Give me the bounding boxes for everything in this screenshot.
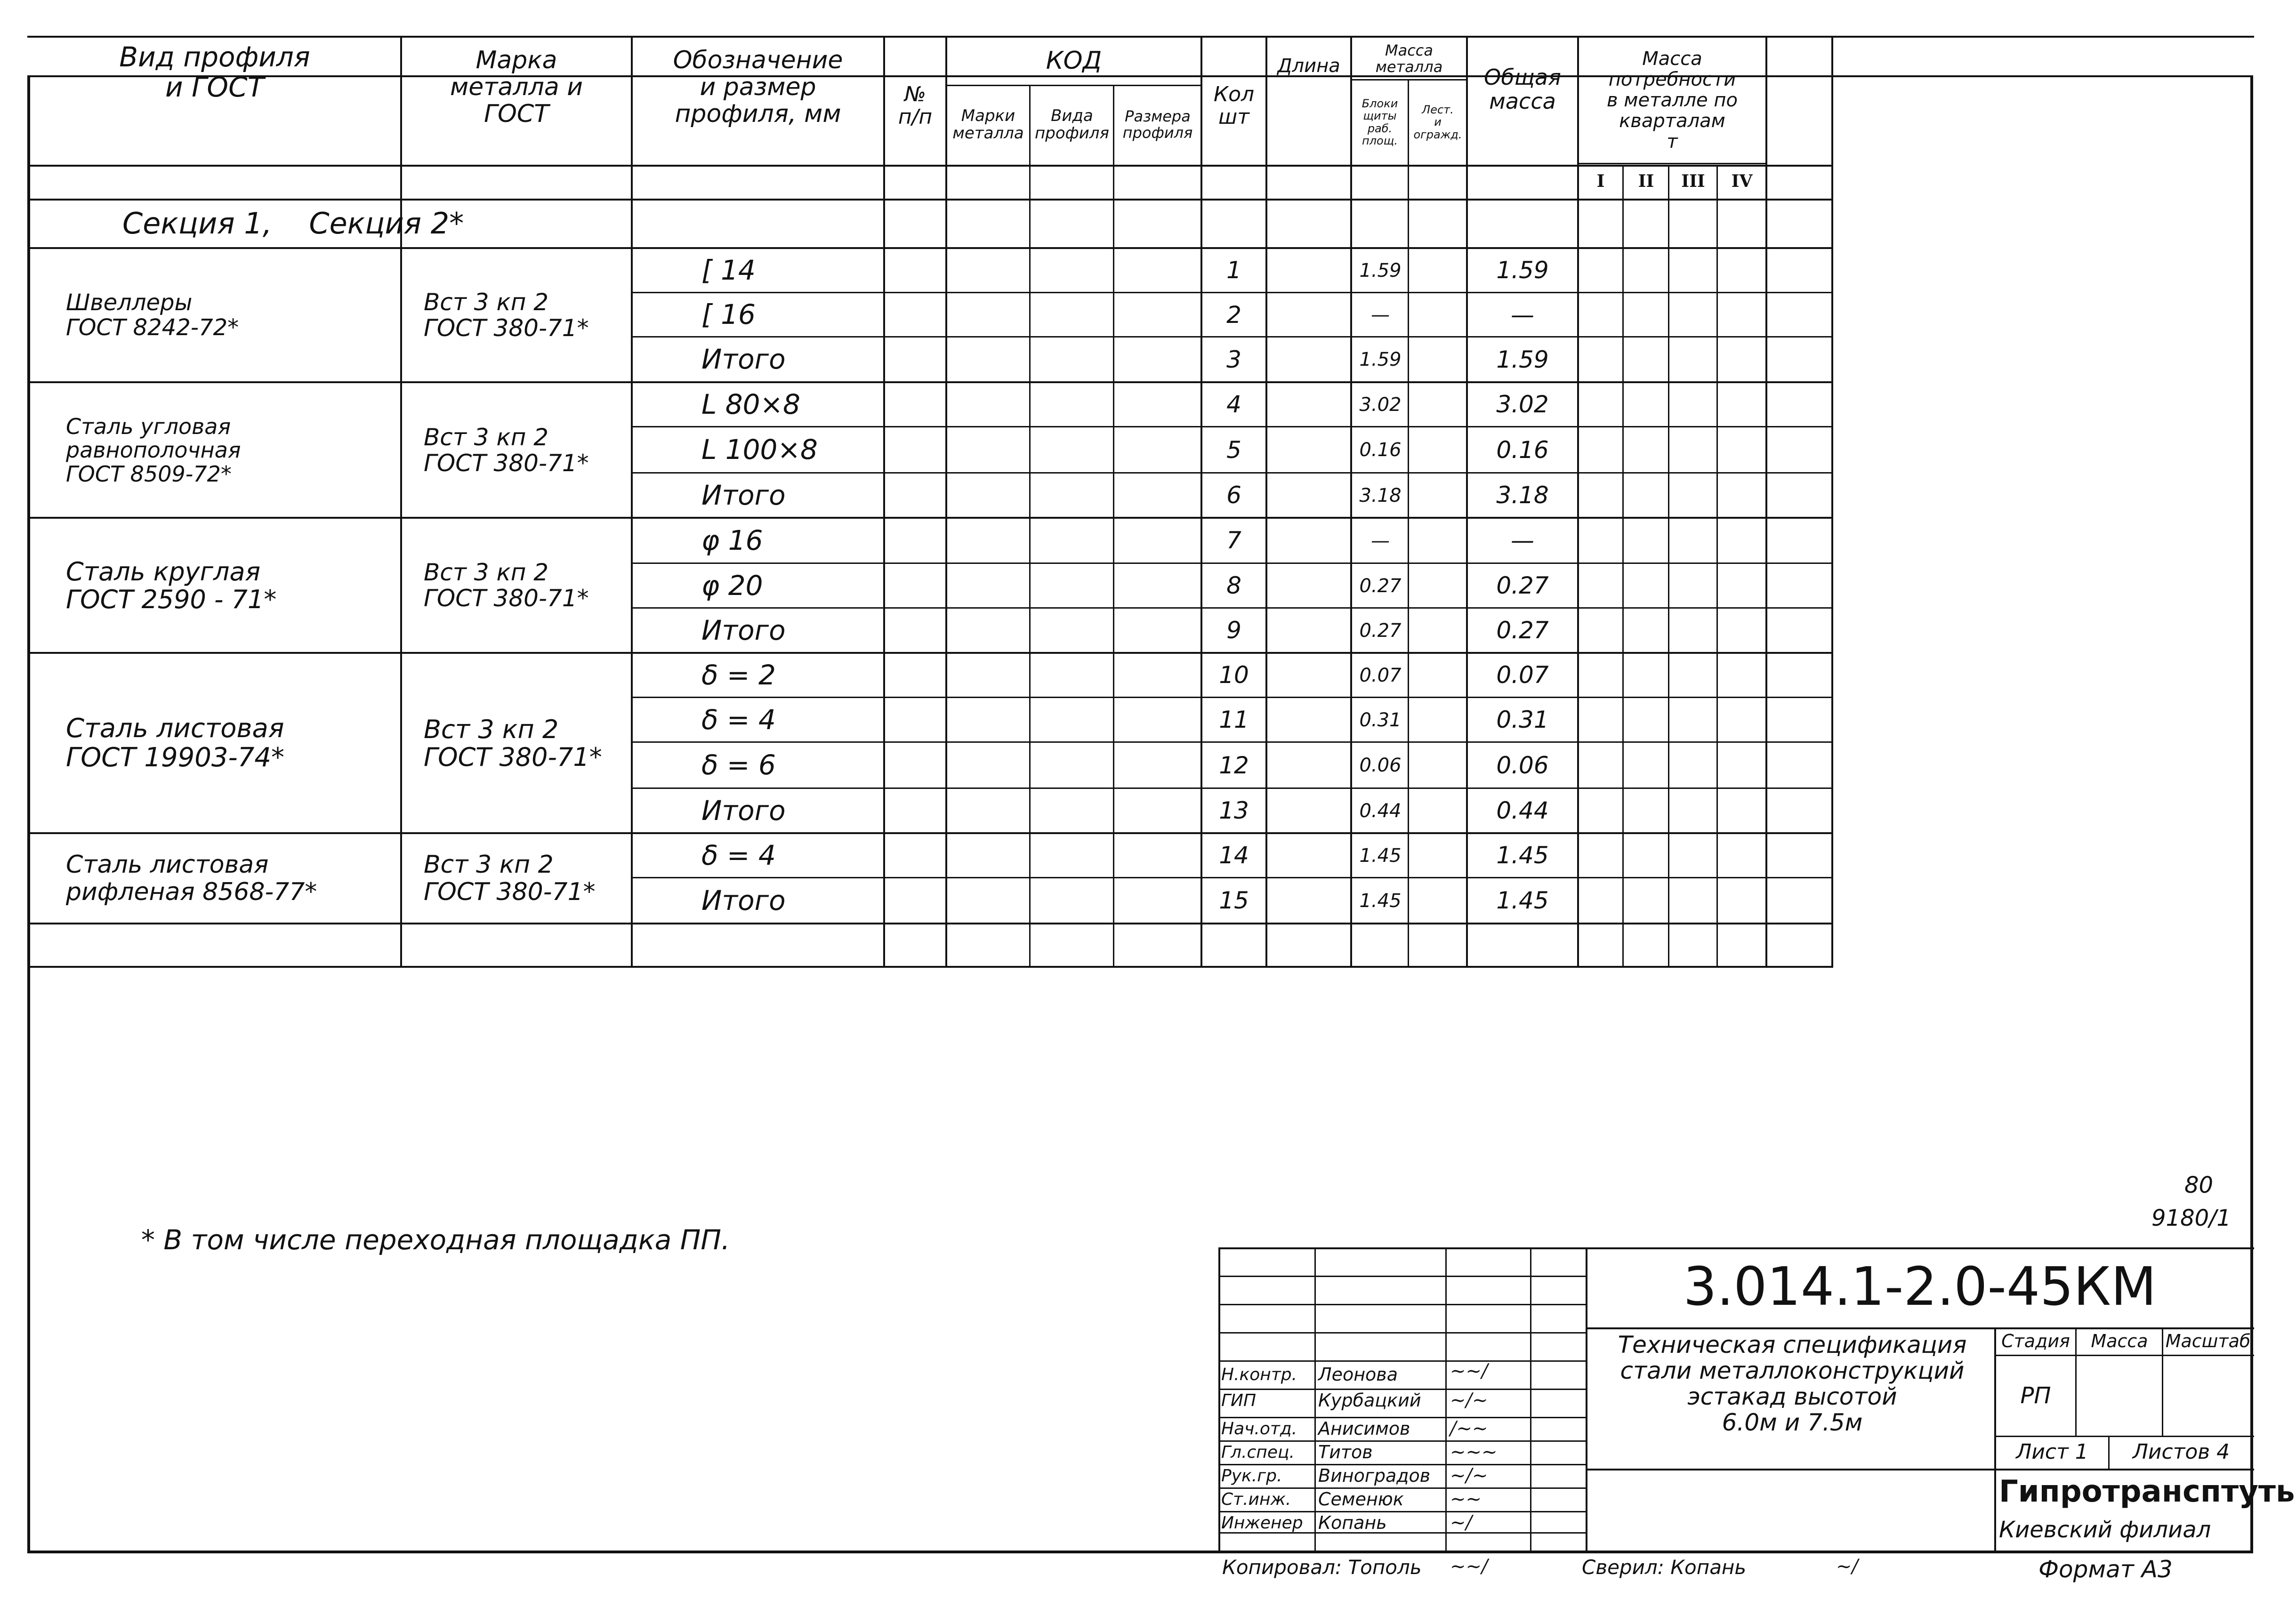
quarter-2: II	[1638, 171, 1654, 192]
row-number: 9	[1226, 617, 1241, 644]
row-total-mass: 0.06	[1496, 751, 1549, 779]
row-designation: δ = 2	[701, 659, 776, 691]
row-designation: Итого	[701, 884, 786, 916]
document-description: Техническая спецификация стали металлоконструкций эстакад высотой 6.0м и 7.5м	[1618, 1331, 1967, 1436]
row-mass-blocks: 0.16	[1359, 439, 1402, 461]
row-mass-blocks: 0.31	[1359, 709, 1402, 731]
row-number: 7	[1226, 527, 1241, 554]
group-steel: Вст 3 кп 2 ГОСТ 380-71*	[424, 289, 589, 342]
row-total-mass: 1.45	[1496, 842, 1549, 869]
header-quantity: Кол шт	[1213, 82, 1255, 129]
header-mass-stairs: Лест. и огражд.	[1413, 103, 1462, 141]
row-number: 5	[1226, 436, 1241, 464]
row-designation: δ = 4	[701, 839, 776, 871]
role-title: Н.контр.	[1221, 1365, 1297, 1385]
row-designation: Итого	[701, 479, 786, 511]
role-person: Семенюк	[1318, 1489, 1404, 1510]
header-code-steel: Марки металла	[952, 106, 1024, 143]
row-designation: Итого	[701, 794, 786, 827]
row-total-mass: 1.59	[1496, 346, 1549, 373]
row-total-mass: 0.16	[1496, 436, 1549, 464]
row-mass-blocks: —	[1371, 304, 1390, 326]
row-designation: δ = 4	[701, 703, 776, 736]
scale-label: Масштаб	[2165, 1331, 2251, 1352]
signature-scribble: ~~~	[1450, 1441, 1498, 1463]
row-total-mass: 0.27	[1496, 617, 1549, 644]
header-designation: Обозначение и размер профиля, мм	[673, 46, 843, 129]
row-number: 3	[1226, 346, 1241, 373]
row-total-mass: 1.59	[1496, 257, 1549, 284]
row-mass-blocks: 0.27	[1359, 619, 1402, 642]
group-steel: Вст 3 кп 2 ГОСТ 380-71*	[424, 851, 596, 906]
header-mass-blocks: Блоки щиты раб. площ.	[1361, 96, 1398, 147]
row-mass-blocks: 1.45	[1359, 844, 1402, 867]
row-mass-blocks: 0.27	[1359, 575, 1402, 597]
role-person: Леонова	[1318, 1364, 1398, 1385]
header-code: КОД	[1046, 47, 1102, 75]
row-mass-blocks: —	[1371, 530, 1390, 552]
row-designation: [ 14	[701, 254, 756, 286]
row-mass-blocks: 0.44	[1359, 800, 1402, 822]
role-title: Ст.инж.	[1221, 1490, 1291, 1510]
row-designation: φ 16	[701, 524, 763, 556]
role-title: Рук.гр.	[1221, 1466, 1282, 1486]
row-total-mass: 0.07	[1496, 661, 1549, 689]
sheet-label: Лист 1	[2016, 1439, 2088, 1464]
quarter-1: I	[1596, 171, 1605, 192]
row-mass-blocks: 0.07	[1359, 664, 1402, 686]
header-length: Длина	[1277, 55, 1340, 77]
header-mass: Масса металла	[1375, 41, 1443, 76]
role-person: Титов	[1318, 1442, 1373, 1463]
stage-label: Стадия	[2001, 1331, 2070, 1352]
row-number: 15	[1219, 887, 1249, 914]
row-designation: L 100×8	[701, 434, 818, 466]
signature-scribble: /~~	[1450, 1418, 1488, 1439]
row-mass-blocks: 1.59	[1359, 259, 1402, 281]
row-number: 10	[1219, 661, 1249, 689]
sheet-page-number: 80	[2184, 1172, 2214, 1198]
signature-scribble: ~/~	[1450, 1390, 1488, 1411]
format-label: Формат А3	[2038, 1556, 2173, 1583]
signature-scribble: ~/~	[1450, 1465, 1488, 1486]
copied-by: Копировал: Тополь	[1222, 1556, 1422, 1579]
signature-scribble: ~/	[1450, 1512, 1472, 1534]
header-total-mass: Общая масса	[1484, 64, 1561, 114]
quarter-3: III	[1681, 171, 1705, 192]
document-number: 3.014.1-2.0-45КМ	[1683, 1256, 2157, 1318]
header-code-size: Размера профиля	[1122, 107, 1193, 142]
row-number: 4	[1226, 391, 1241, 418]
row-designation: Итого	[701, 343, 786, 376]
row-mass-blocks: 3.02	[1359, 394, 1402, 416]
organization-name: Гипротрансптуть	[1999, 1474, 2295, 1509]
sheets-label: Листов 4	[2132, 1439, 2230, 1464]
quarter-4: IV	[1731, 171, 1753, 192]
row-total-mass: 3.18	[1496, 482, 1549, 509]
row-designation: [ 16	[701, 298, 756, 331]
checked-by: Сверил: Копань	[1582, 1556, 1747, 1579]
row-total-mass: 3.02	[1496, 391, 1549, 418]
row-number: 2	[1226, 301, 1241, 329]
row-total-mass: 0.27	[1496, 572, 1549, 599]
signature-scribble: ~~/	[1450, 1556, 1488, 1577]
header-steel: Марка металла и ГОСТ	[450, 46, 583, 129]
stage-value: РП	[2020, 1382, 2051, 1409]
group-steel: Вст 3 кп 2 ГОСТ 380-71*	[424, 423, 589, 477]
section-title: Секция 1, Секция 2*	[122, 206, 464, 241]
row-mass-blocks: 1.59	[1359, 349, 1402, 370]
header-code-profile: Вида профиля	[1035, 106, 1109, 143]
mass-label: Масса	[2091, 1331, 2148, 1352]
signature-scribble: ~~	[1450, 1488, 1482, 1510]
header-quarters: Масса потребности в металле по кварталам т	[1607, 48, 1738, 153]
group-steel: Вст 3 кп 2 ГОСТ 380-71*	[424, 559, 589, 612]
signature-scribble: ~/	[1836, 1556, 1858, 1577]
row-mass-blocks: 0.06	[1359, 755, 1402, 776]
row-total-mass: —	[1511, 527, 1534, 554]
header-profile: Вид профиля и ГОСТ	[119, 41, 310, 103]
row-designation: φ 20	[701, 569, 763, 602]
row-designation: Итого	[701, 614, 786, 646]
role-person: Копань	[1318, 1512, 1387, 1534]
group-profile: Сталь угловая равнополочная ГОСТ 8509-72*	[66, 413, 241, 487]
group-profile: Сталь листовая рифленая 8568-77*	[66, 851, 317, 906]
group-profile: Сталь листовая ГОСТ 19903-74*	[66, 713, 284, 773]
group-steel: Вст 3 кп 2 ГОСТ 380-71*	[424, 714, 602, 772]
row-number: 11	[1219, 706, 1249, 733]
row-total-mass: 0.44	[1496, 797, 1549, 824]
role-title: Нач.отд.	[1221, 1419, 1297, 1439]
role-title: ГИП	[1221, 1391, 1257, 1411]
row-total-mass: 1.45	[1496, 887, 1549, 914]
row-mass-blocks: 1.45	[1359, 890, 1402, 912]
row-number: 14	[1219, 842, 1249, 869]
group-profile: Швеллеры ГОСТ 8242-72*	[66, 289, 239, 341]
row-mass-blocks: 3.18	[1359, 484, 1402, 506]
signature-scribble: ~~/	[1450, 1360, 1488, 1382]
role-person: Курбацкий	[1318, 1390, 1421, 1411]
row-number: 1	[1226, 257, 1241, 284]
role-title: Гл.спец.	[1221, 1443, 1295, 1462]
row-number: 8	[1226, 572, 1241, 599]
row-total-mass: 0.31	[1496, 706, 1549, 733]
row-total-mass: —	[1511, 301, 1534, 329]
row-designation: δ = 6	[701, 749, 776, 781]
row-number: 6	[1226, 482, 1241, 509]
row-number: 13	[1219, 797, 1249, 824]
role-person: Виноградов	[1318, 1465, 1431, 1486]
row-designation: L 80×8	[701, 388, 801, 420]
role-title: Инженер	[1221, 1513, 1303, 1533]
group-profile: Сталь круглая ГОСТ 2590 - 71*	[66, 556, 277, 614]
role-person: Анисимов	[1318, 1418, 1410, 1439]
sheet-code: 9180/1	[2151, 1205, 2231, 1231]
row-number: 12	[1219, 751, 1249, 779]
organization-branch: Киевский филиал	[1999, 1516, 2211, 1543]
footnote: * В том числе переходная площадка ПП.	[141, 1224, 730, 1256]
header-number: № п/п	[898, 82, 933, 129]
